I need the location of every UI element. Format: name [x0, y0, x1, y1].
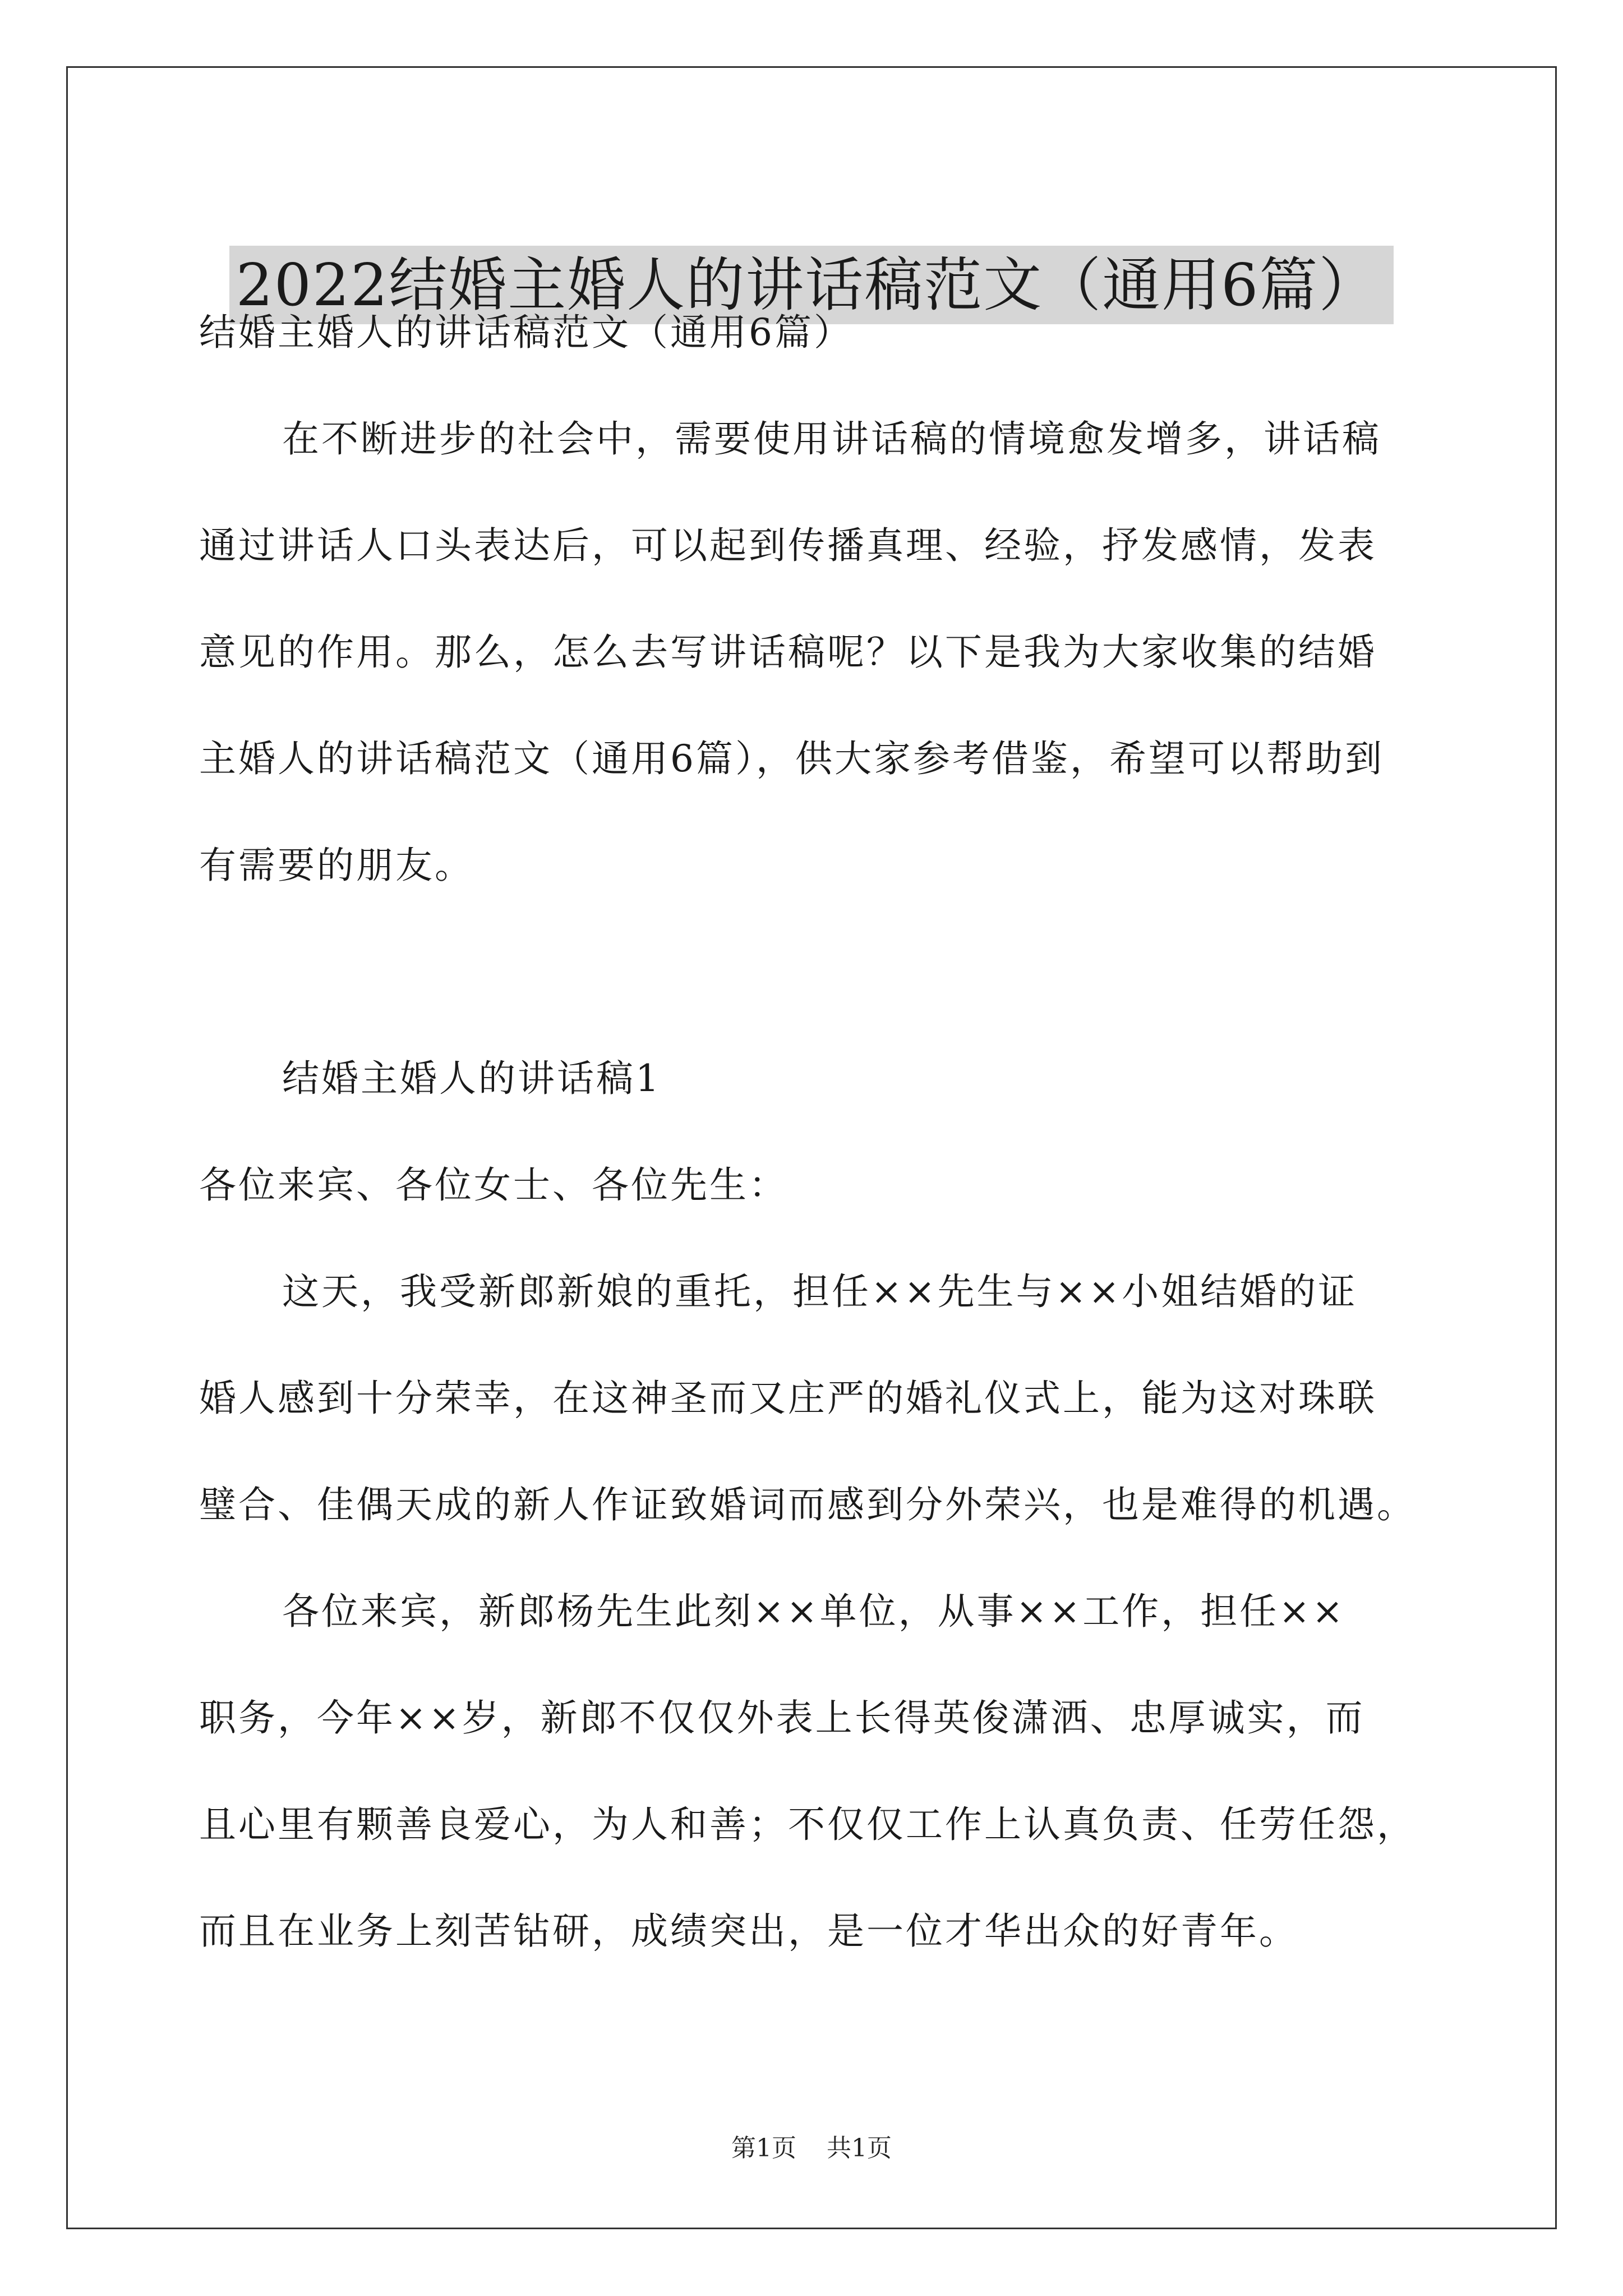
document-body	[199, 306, 1478, 2011]
paragraph-line: 璧合、佳偶天成的新人作证致婚词而感到分外荣兴，也是难得的机遇。	[199, 1483, 1416, 1526]
greeting-line: 各位来宾、各位女士、各位先生：	[199, 1163, 788, 1207]
intro-paragraph	[199, 412, 1478, 892]
document-title: 2022结婚主婚人的讲话稿范文（通用6篇）	[229, 246, 1394, 324]
document-subtitle: 结婚主婚人的讲话稿范文（通用6篇）	[199, 311, 853, 354]
section-heading: 结婚主婚人的讲话稿1	[282, 1057, 661, 1100]
paragraph-line: 且心里有颗善良爱心，为人和善；不仅仅工作上认真负责、任劳任怨，	[199, 1803, 1416, 1846]
paragraph-line: 婚人感到十分荣幸，在这神圣而又庄严的婚礼仪式上，能为这对珠联	[199, 1377, 1377, 1420]
intro-line: 通过讲话人口头表达后，可以起到传播真理、经验，抒发感情，发表	[199, 524, 1377, 567]
section-spacer	[199, 945, 1478, 1052]
intro-line: 主婚人的讲话稿范文（通用6篇），供大家参考借鉴，希望可以帮助到	[199, 737, 1384, 780]
intro-line: 在不断进步的社会中，需要使用讲话稿的情境愈发增多，讲话稿	[282, 417, 1381, 461]
page-number-total: 共1页	[827, 2134, 892, 2162]
intro-line: 有需要的朋友。	[199, 844, 474, 887]
paragraph-line: 各位来宾，新郎杨先生此刻××单位，从事××工作，担任××	[282, 1590, 1345, 1633]
section-1	[199, 1052, 1478, 1958]
page-footer	[0, 2132, 1623, 2165]
paragraph-line: 这天，我受新郎新娘的重托，担任××先生与××小姐结婚的证	[282, 1270, 1358, 1313]
paragraph-line: 而且在业务上刻苦钻研，成绩突出，是一位才华出众的好青年。	[199, 1910, 1298, 1953]
intro-line: 意见的作用。那么，怎么去写讲话稿呢？以下是我为大家收集的结婚	[199, 631, 1377, 674]
page-number-current: 第1页	[731, 2134, 796, 2162]
paragraph-line: 职务，今年××岁，新郎不仅仅外表上长得英俊潇洒、忠厚诚实，而	[199, 1696, 1365, 1740]
